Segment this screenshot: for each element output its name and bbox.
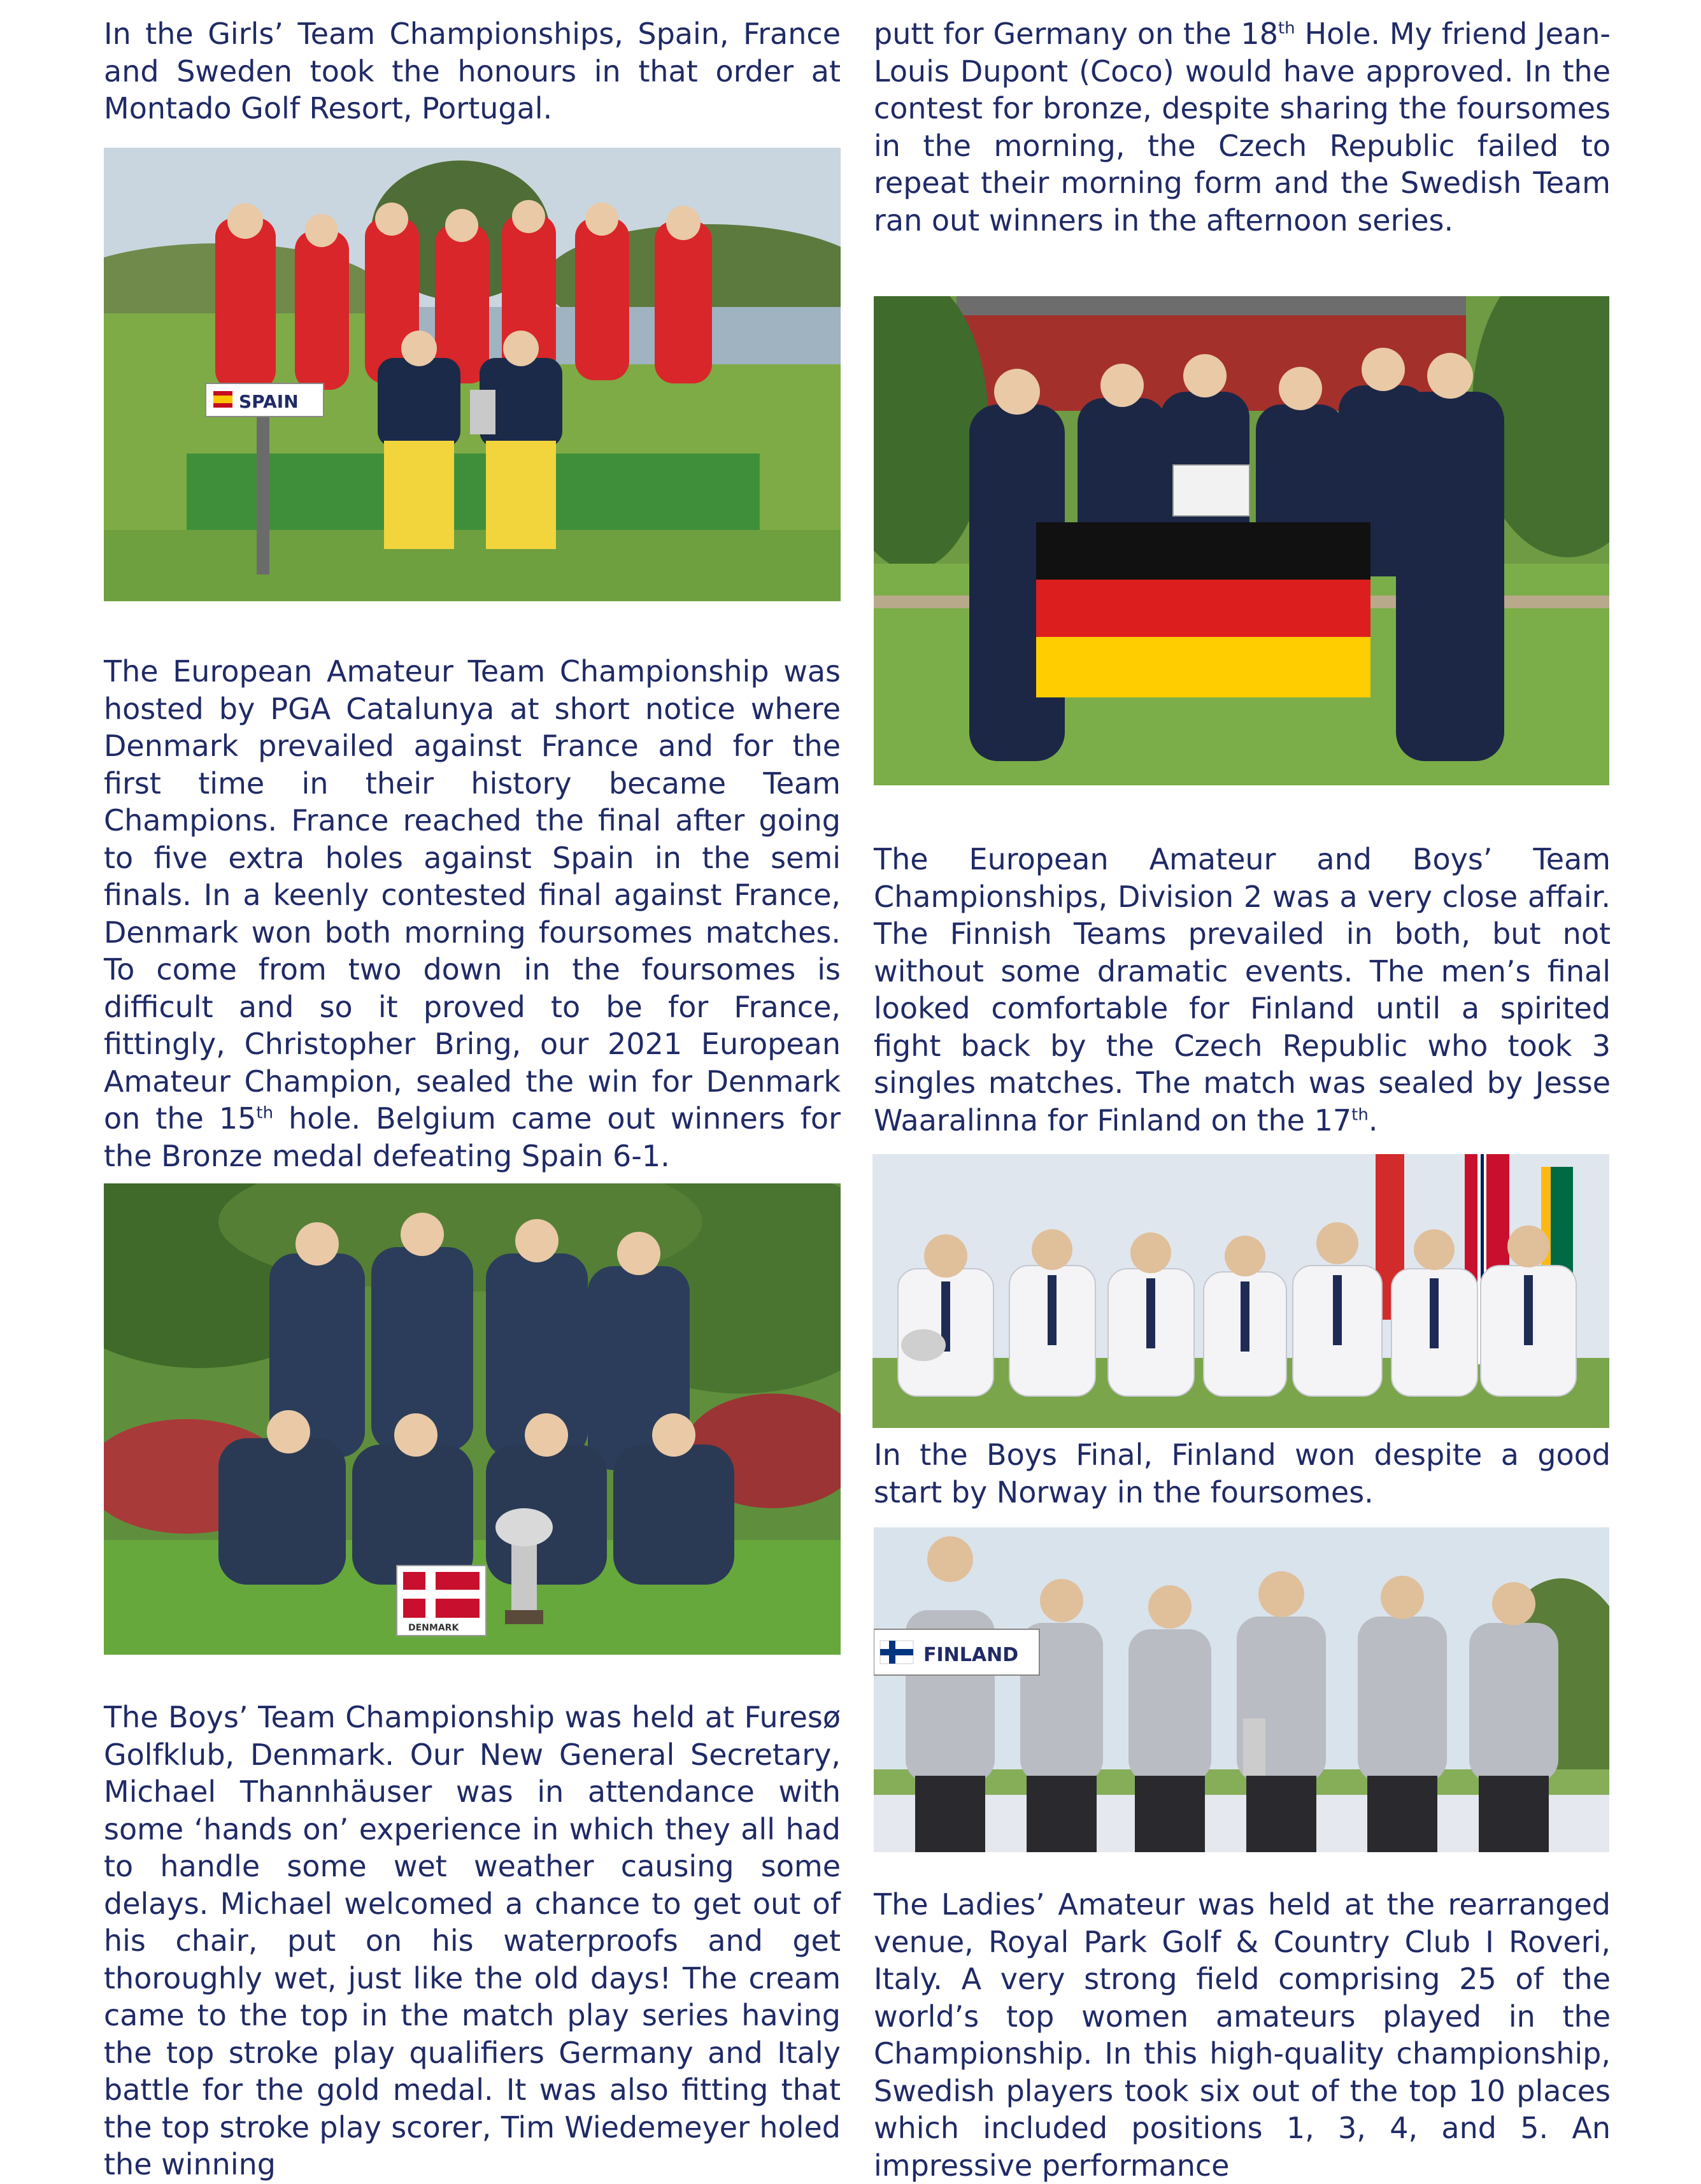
right-column-boys-final: [874, 1436, 1611, 1511]
germany-sup: th: [1278, 18, 1295, 38]
denmark-sign-label: DENMARK: [408, 1623, 459, 1633]
girls-championship-paragraph: In the Girls’ Team Championships, Spain, France and Sweden took the honours in that order at Montado Golf Resort, Portugal.: [104, 17, 841, 125]
division-two-sup: th: [1351, 1105, 1369, 1125]
germany-boys-team-photo: [874, 296, 1609, 785]
eatc-text-b: hole. Belgium came out winners for the Bronze medal defeating Spain 6-1.: [104, 1101, 841, 1173]
division-two-text-b: .: [1368, 1103, 1378, 1138]
spain-girls-team-photo: [104, 148, 841, 601]
right-column-div2: [874, 841, 1611, 1139]
right-column-ladies: [874, 1886, 1611, 2184]
finland-sign-label: FINLAND: [923, 1644, 1019, 1666]
eatc-text-a: The European Amateur Team Championship was hosted by PGA Catalunya at short notice where Denmark prevailed against France and for the first time in their history became Team Champions. France reached the final after going to five extra holes against Spain in the semi finals. In a keenly contested final against France, Denmark won both morning foursomes matches. To come from two down in the foursomes is difficult and so it proved to be for France, fittingly, Christopher Bring, our 2021 European Amateur Champion, sealed the win for Denmark on the 15: [104, 654, 841, 1136]
boys-championship-paragraph: The Boys’ Team Championship was held at Furesø Golfklub, Denmark. Our New General Secretary, Michael Thannhäuser was in attendance with some ‘hands on’ experience in which they all had to handle some wet weather causing some delays. Michael welcomed a chance to get out of his chair, put on his waterproofs and get thoroughly wet, just like the old days! The cream came to the top in the match play series having the top stroke play qualifiers Germany and Italy battle for the gold medal. It was also fitting that the top stroke play scorer, Tim Wiedemeyer holed the winning: [104, 1700, 841, 2181]
finland-men-team-photo: [872, 1154, 1609, 1428]
left-column: [104, 15, 841, 127]
germany-putt-paragraph: [874, 15, 1611, 239]
germany-text-b: Hole. My friend Jean-Louis Dupont (Coco) would have approved. In the contest for bronze, despite sharing the foursomes in the morning, the Czech Republic failed to repeat their morning form and the Swedish Team ran out winners in the afternoon series.: [874, 17, 1611, 238]
spain-sign-label: SPAIN: [239, 391, 299, 412]
ladies-amateur-paragraph: The Ladies’ Amateur was held at the rearranged venue, Royal Park Golf & Country Club I Roveri, Italy. A very strong field comprising 25 of the world’s top women amateurs played in the Championship. In this high-quality championship, Swedish players took six out of the top 10 places which included positions 1, 3, 4, and 5. An impressive performance: [874, 1887, 1611, 2183]
denmark-team-photo: [104, 1183, 841, 1655]
finland-boys-team-photo: [874, 1527, 1609, 1852]
eatc-paragraph: [104, 653, 841, 1174]
eatc-sup: th: [256, 1103, 274, 1123]
right-column: [874, 15, 1611, 239]
boys-final-paragraph: In the Boys Final, Finland won despite a good start by Norway in the foursomes.: [874, 1438, 1611, 1510]
division-two-text-a: The European Amateur and Boys’ Team Championships, Division 2 was a very close affair. The Finnish Teams prevailed in both, but not without some dramatic events. The men’s final looked comfortable for Finland until a spirited fight back by the Czech Republic who took 3 singles matches. The match was sealed by Jesse Waaralinna for Finland on the 17: [874, 842, 1611, 1138]
germany-text-a: putt for Germany on the 18: [874, 17, 1278, 51]
left-column-boys: [104, 1699, 841, 2183]
division-two-paragraph: [874, 841, 1611, 1139]
left-column-eatc: [104, 653, 841, 1174]
